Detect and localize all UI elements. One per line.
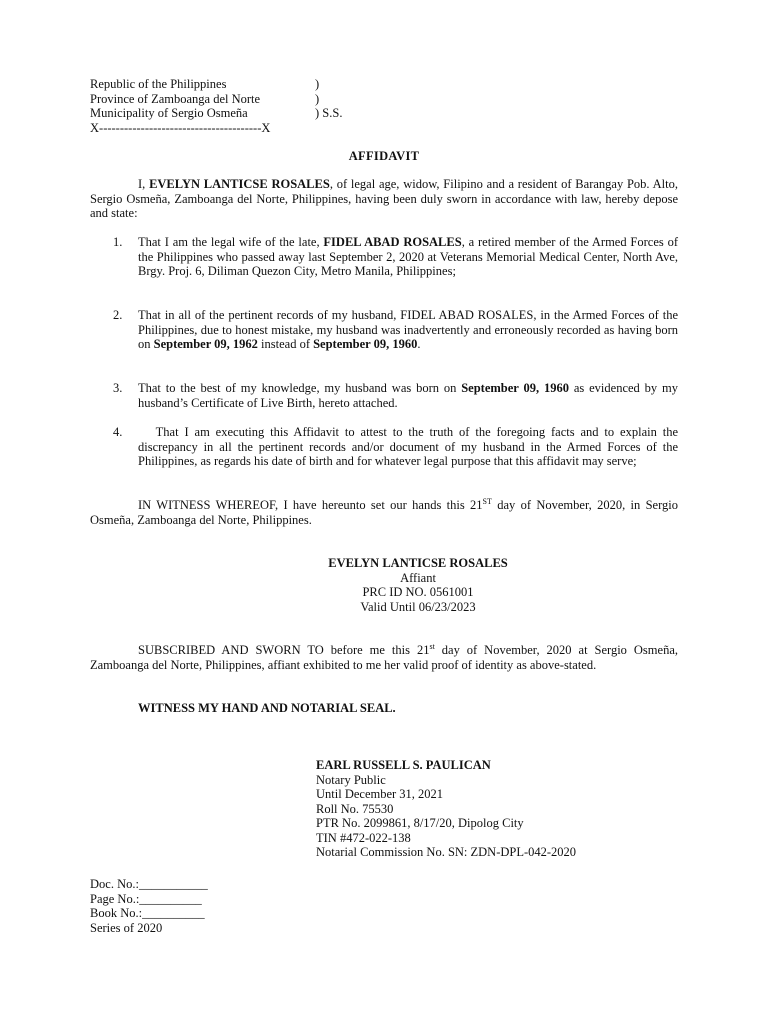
jurat-ordinal: st: [429, 642, 435, 651]
venue-caption: [90, 77, 343, 135]
notary-line: PTR No. 2099861, 8/17/20, Dipolog City: [316, 816, 524, 830]
item-number: 1.: [113, 235, 123, 249]
item-number: 4.: [113, 425, 123, 439]
notarial-seal-line: WITNESS MY HAND AND NOTARIAL SEAL.: [138, 701, 396, 715]
intro-post: , of legal age, widow, Filipino and a resident of Barangay Pob. Alto, Sergio Osmeña, Zamboanga del Norte, Philippines, having been duly sworn in accordance with law, hereby depose and state:: [90, 177, 678, 221]
intro-pre: I,: [138, 177, 150, 191]
docket-entries: [90, 877, 208, 935]
affiant-role: Affiant: [400, 570, 436, 585]
witness-ordinal: ST: [482, 497, 492, 506]
item-text-bold: September 09, 1960: [461, 381, 569, 395]
intro-paragraph: [90, 177, 678, 221]
page-no: Page No.:__________: [90, 891, 202, 906]
item-text: [138, 235, 678, 279]
notary-line: Notary Public: [316, 772, 386, 787]
affiant-valid-until: Valid Until 06/23/2023: [360, 599, 476, 614]
witness-post: day of November, 2020, in Sergio Osmeña, Zamboanga del Norte, Philippines.: [90, 498, 678, 527]
item-text-part: That in all of the pertinent records of my husband, FIDEL ABAD ROSALES, in the Armed Forces of the Philippines, due to honest mistake, my husband was inadvertently and erroneously recorded as having born on: [138, 308, 678, 352]
notary-line: TIN #472-022-138: [316, 830, 411, 845]
caption-right: ) S.S.: [315, 106, 343, 120]
caption-line: [90, 91, 320, 107]
item-text-bold: September 09, 1962: [153, 337, 258, 352]
list-item: [113, 381, 678, 410]
item-text-bold: September 09, 1960: [313, 337, 418, 352]
notary-block: [316, 758, 576, 860]
doc-no: Doc. No.:___________: [90, 877, 208, 891]
affiant-name: EVELYN LANTICSE ROSALES: [328, 556, 508, 570]
list-item: [113, 235, 678, 279]
caption-right: ): [315, 91, 320, 106]
caption-left: X---------------------------------------X: [90, 120, 271, 135]
item-text-bold: FIDEL ABAD ROSALES: [323, 235, 462, 249]
witness-pre: IN WITNESS WHEREOF, I have hereunto set our hands this 21: [138, 498, 483, 512]
caption-line: [90, 77, 320, 92]
item-text-part: .: [417, 337, 421, 352]
notary-line: Until December 31, 2021: [316, 787, 444, 801]
caption-line: [90, 121, 270, 136]
series: Series of 2020: [90, 920, 163, 935]
item-text-part: as evidenced by my husband’s Certificate of Live Birth, hereto attached.: [138, 381, 678, 410]
item-text-part: instead of: [257, 337, 314, 352]
witness-paragraph: [90, 498, 678, 527]
notary-line: Roll No. 75530: [316, 801, 394, 816]
caption-right: ): [315, 77, 320, 91]
jurat-post: day of November, 2020 at Sergio Osmeña, Zamboanga del Norte, Philippines, affiant exhibited to me her valid proof of identity as above-stated.: [90, 643, 678, 672]
document-title: AFFIDAVIT: [348, 149, 420, 163]
item-number: 2.: [113, 308, 123, 322]
item-text-part: , a retired member of the Armed Forces of the Philippines who passed away last September 2, 2020 at Veterans Memorial Medical Center, North Ave, Brgy. Proj. 6, Diliman Quezon City, Metro Manila, Philippines;: [138, 235, 678, 279]
list-item: [113, 425, 682, 469]
jurat-paragraph: [90, 643, 678, 672]
item-number: 3.: [113, 381, 123, 395]
affiant-name-inline: EVELYN LANTICSE ROSALES: [149, 177, 330, 191]
caption-line: [90, 106, 343, 121]
jurat-pre: SUBSCRIBED AND SWORN TO before me this 21: [138, 643, 430, 657]
item-text-part: That I am the legal wife of the late,: [138, 235, 324, 249]
item-text-part: That to the best of my knowledge, my husband was born on: [138, 381, 462, 395]
affiant-prc-id: PRC ID NO. 0561001: [362, 585, 474, 599]
item-text: [138, 308, 678, 352]
item-text: [138, 425, 682, 469]
affiant-signature-block: [0, 556, 768, 614]
item-text: [138, 381, 678, 410]
caption-left: Province of Zamboanga del Norte: [90, 91, 261, 106]
notary-name: EARL RUSSELL S. PAULICAN: [316, 758, 491, 772]
book-no: Book No.:__________: [90, 906, 205, 920]
notary-line: Notarial Commission No. SN: ZDN-DPL-042-2020: [316, 845, 577, 859]
caption-left: Republic of the Philippines: [90, 77, 227, 91]
list-item: [113, 308, 678, 352]
item-text-part: That I am executing this Affidavit to attest to the truth of the foregoing facts and to explain the discrepancy in all the pertinent records and/or document of my husband in the Armed Forces of the Philippines, as regards his date of birth and for whatever legal purpose that this affidavit may serve;: [138, 425, 682, 469]
caption-left: Municipality of Sergio Osmeña: [90, 106, 248, 120]
